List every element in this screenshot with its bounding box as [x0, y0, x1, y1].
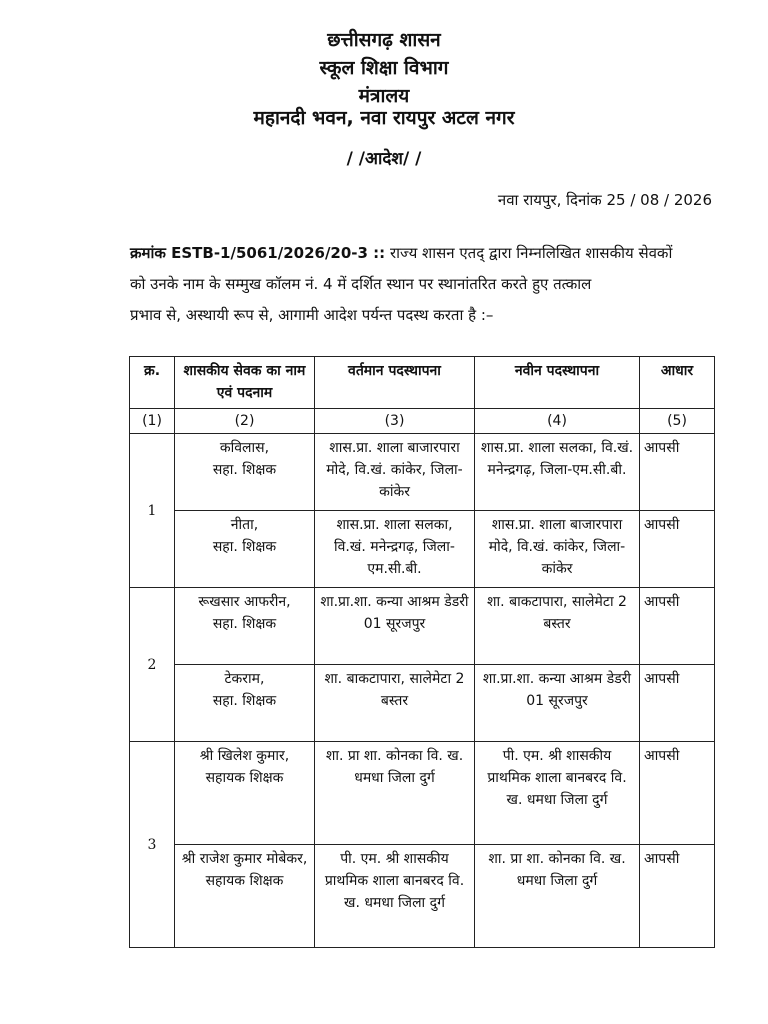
- current-posting-cell: शास.प्रा. शाला बाजारपारा मोदे, वि.खं. कांकेर, जिला-कांकेर: [315, 434, 475, 511]
- header-government: छत्तीसगढ़ शासन: [327, 29, 441, 51]
- table-row: [130, 845, 715, 948]
- current-posting-cell: शा.प्रा.शा. कन्या आश्रम डेडरी 01 सूरजपुर: [315, 588, 475, 665]
- col-number: (2): [175, 409, 315, 434]
- header-basis: आधार: [640, 357, 715, 409]
- name-cell: टेकराम, सहा. शिक्षक: [175, 665, 315, 742]
- table-header-row: [130, 357, 715, 409]
- name-cell: नीता, सहा. शिक्षक: [175, 511, 315, 588]
- col-number: (1): [130, 409, 175, 434]
- header-ministry: मंत्रालय: [358, 85, 410, 107]
- header-new-posting: नवीन पदस्थापना: [475, 357, 640, 409]
- current-posting-cell: शा. प्रा शा. कोनका वि. ख. धमधा जिला दुर्ग: [315, 742, 475, 845]
- name-cell: कविलास, सहा. शिक्षक: [175, 434, 315, 511]
- new-posting-cell: शा.प्रा.शा. कन्या आश्रम डेडरी 01 सूरजपुर: [475, 665, 640, 742]
- basis-cell: आपसी: [640, 434, 715, 511]
- col-number: (3): [315, 409, 475, 434]
- table-row: [130, 434, 715, 511]
- current-posting-cell: शा. बाकटापारा, सालेमेटा 2 बस्तर: [315, 665, 475, 742]
- col-number: (4): [475, 409, 640, 434]
- new-posting-cell: शास.प्रा. शाला सलका, वि.खं. मनेन्द्रगढ़, जिला-एम.सी.बी.: [475, 434, 640, 511]
- place-date: नवा रायपुर, दिनांक 25 / 08 / 2026: [497, 191, 712, 209]
- table-row: [130, 665, 715, 742]
- basis-cell: आपसी: [640, 511, 715, 588]
- order-reference: क्रमांक ESTB-1/5061/2026/20-3 ::: [130, 244, 386, 262]
- basis-cell: आपसी: [640, 665, 715, 742]
- name-cell: रूखसार आफरीन, सहा. शिक्षक: [175, 588, 315, 665]
- order-text-line2: को उनके नाम के सम्मुख कॉलम नं. 4 में दर्शित स्थान पर स्थानांतरित करते हुए तत्काल: [130, 275, 592, 293]
- order-title: / /आदेश/ /: [346, 149, 422, 169]
- new-posting-cell: शा. प्रा शा. कोनका वि. ख. धमधा जिला दुर्ग: [475, 845, 640, 948]
- current-posting-cell: शास.प्रा. शाला सलका, वि.खं. मनेन्द्रगढ़, जिला-एम.सी.बी.: [315, 511, 475, 588]
- table-row: [130, 511, 715, 588]
- serial-cell: 1: [130, 434, 175, 588]
- serial-cell: 3: [130, 742, 175, 948]
- column-number-row: [130, 409, 715, 434]
- header-name: शासकीय सेवक का नाम एवं पदनाम: [175, 357, 315, 409]
- order-text-line3: प्रभाव से, अस्थायी रूप से, आगामी आदेश पर्यन्त पदस्थ करता है :–: [130, 306, 494, 324]
- header-current-posting: वर्तमान पदस्थापना: [315, 357, 475, 409]
- name-cell: श्री राजेश कुमार मोबेकर, सहायक शिक्षक: [175, 845, 315, 948]
- serial-cell: 2: [130, 588, 175, 742]
- name-cell: श्री खिलेश कुमार, सहायक शिक्षक: [175, 742, 315, 845]
- new-posting-cell: शा. बाकटापारा, सालेमेटा 2 बस्तर: [475, 588, 640, 665]
- header-serial: क्र.: [130, 357, 175, 409]
- basis-cell: आपसी: [640, 588, 715, 665]
- table-row: [130, 588, 715, 665]
- basis-cell: आपसी: [640, 845, 715, 948]
- col-number: (5): [640, 409, 715, 434]
- header-address: महानदी भवन, नवा रायपुर अटल नगर: [253, 107, 515, 129]
- transfer-table: [129, 356, 715, 948]
- order-text-line1: राज्य शासन एतद् द्वारा निम्नलिखित शासकीय सेवकों: [389, 244, 673, 262]
- table-row: [130, 742, 715, 845]
- new-posting-cell: पी. एम. श्री शासकीय प्राथमिक शाला बानबरद वि. ख. धमधा जिला दुर्ग: [475, 742, 640, 845]
- current-posting-cell: पी. एम. श्री शासकीय प्राथमिक शाला बानबरद वि. ख. धमधा जिला दुर्ग: [315, 845, 475, 948]
- new-posting-cell: शास.प्रा. शाला बाजारपारा मोदे, वि.खं. कांकेर, जिला-कांकेर: [475, 511, 640, 588]
- order-paragraph: [130, 238, 716, 331]
- basis-cell: आपसी: [640, 742, 715, 845]
- header-department: स्कूल शिक्षा विभाग: [319, 57, 449, 79]
